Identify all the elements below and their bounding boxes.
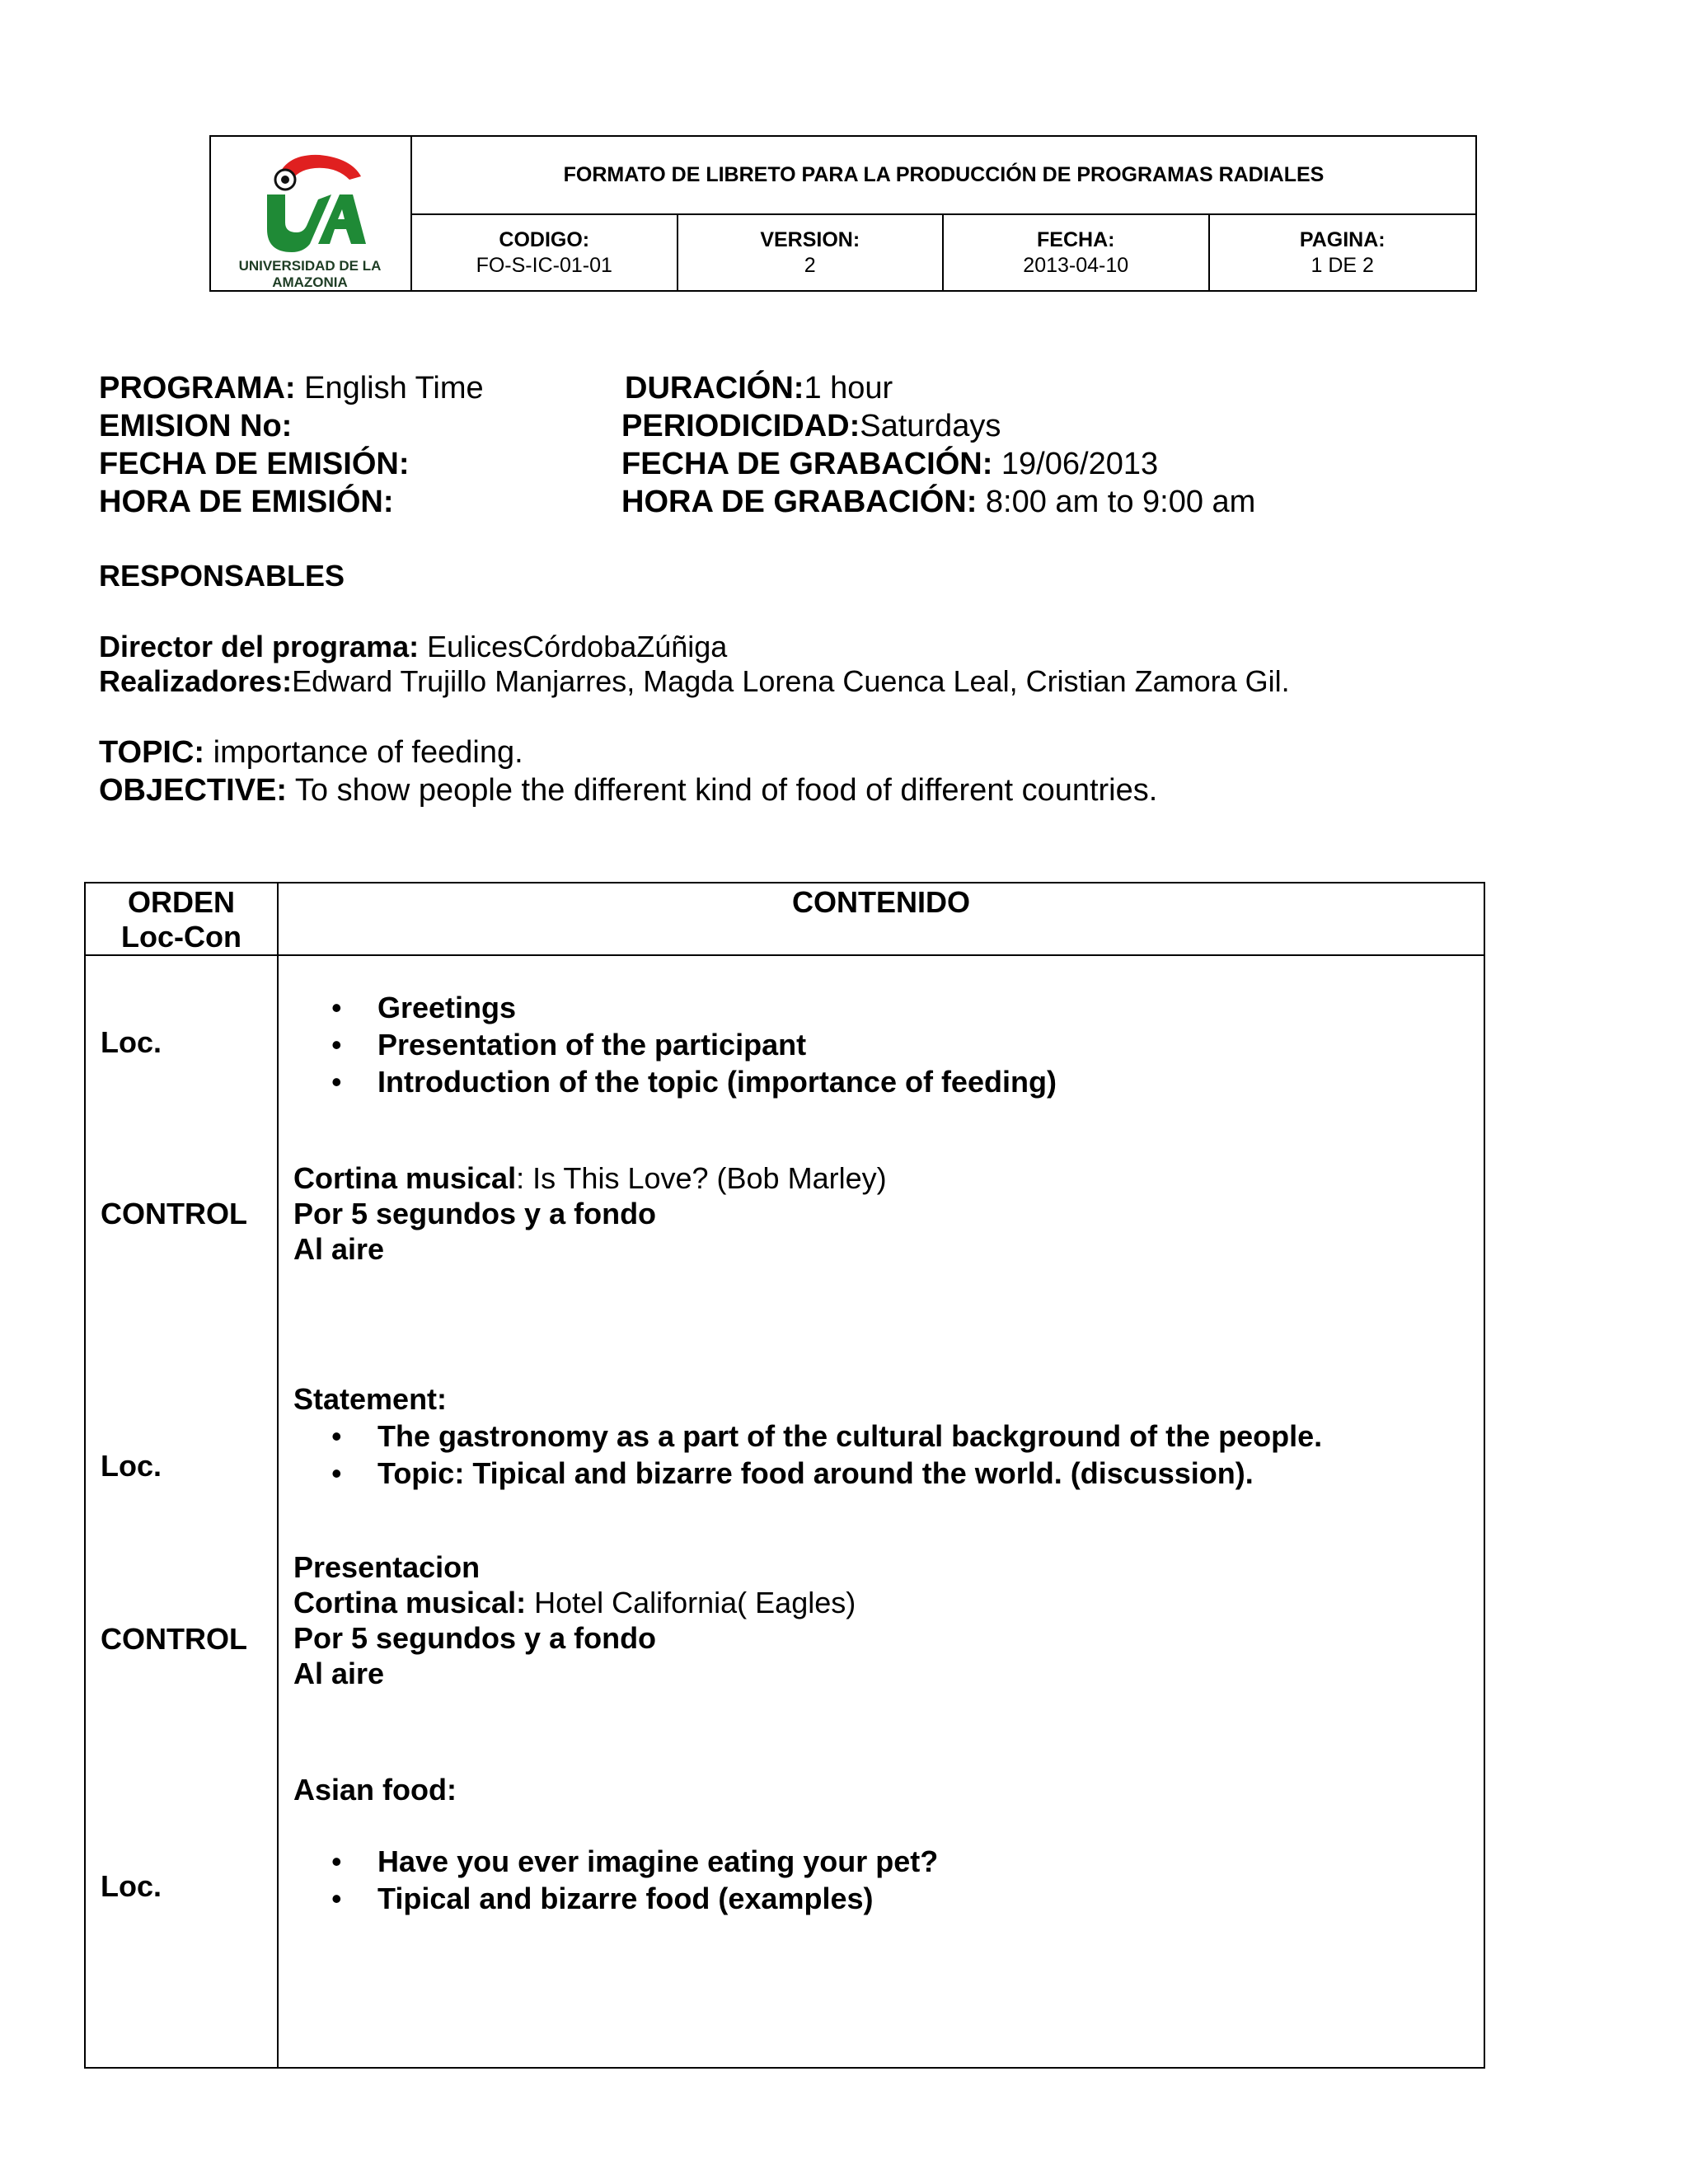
hora-emision-line: [99, 483, 394, 521]
row5-heading: Asian food:: [293, 1773, 457, 1807]
version-label: VERSION:: [760, 227, 860, 251]
row5-order: Loc.: [101, 1869, 162, 1903]
pagina-label: PAGINA:: [1299, 227, 1386, 251]
row4-content: [293, 1549, 856, 1691]
row4-order: CONTROL: [101, 1622, 247, 1656]
hora-grabacion-value: 8:00 am to 9:00 am: [977, 485, 1256, 519]
hora-emision-label: HORA DE EMISIÓN:: [99, 485, 394, 519]
row2-line3: Al aire: [293, 1232, 385, 1266]
periodicidad-line: [621, 407, 1001, 445]
bullet-icon: •: [331, 1065, 342, 1099]
fecha-grabacion-line: [621, 445, 1158, 483]
director-label: Director del programa:: [99, 630, 420, 663]
row1-bullets: [279, 989, 1057, 1100]
bullet-icon: •: [331, 1456, 342, 1490]
programa-line: [99, 369, 484, 407]
fecha-grabacion-value: 19/06/2013: [992, 447, 1159, 481]
list-item: • Greetings: [331, 991, 517, 1024]
fecha-value: 2013-04-10: [1023, 253, 1129, 277]
orden-header-line2: Loc-Con: [121, 920, 241, 954]
realizadores-line: [99, 664, 1290, 699]
emision-line: [99, 407, 292, 445]
periodicidad-value: Saturdays: [860, 409, 1001, 443]
row2-content: [293, 1160, 887, 1267]
content-table: [84, 882, 1485, 2069]
version-cell: [678, 215, 945, 290]
fecha-cell: [944, 215, 1210, 290]
codigo-cell: [412, 215, 678, 290]
bullet-icon: •: [331, 1419, 342, 1453]
row4-line3: Por 5 segundos y a fondo: [293, 1621, 657, 1655]
bullet-icon: •: [331, 1882, 342, 1915]
topic-value: importance of feeding.: [204, 735, 523, 770]
header-box: [209, 135, 1477, 292]
fecha-label: FECHA:: [1037, 227, 1115, 251]
objective-label: OBJECTIVE:: [99, 773, 288, 808]
row3-bullets: [279, 1418, 1322, 1492]
director-value: EulicesCórdobaZúñiga: [419, 630, 728, 663]
logo-caption-line1: UNIVERSIDAD DE LA: [238, 258, 382, 274]
row2-order: CONTROL: [101, 1197, 247, 1230]
orden-header: [86, 885, 277, 954]
row5-bullets: [279, 1843, 938, 1917]
row4-line4: Al aire: [293, 1657, 385, 1690]
emision-label: EMISION No:: [99, 409, 293, 443]
fecha-emision-line: [99, 445, 410, 483]
row3-order: Loc.: [101, 1449, 162, 1483]
list-item: • Introduction of the topic (importance of feeding): [331, 1065, 1057, 1099]
row3-heading: Statement:: [293, 1382, 448, 1416]
row2-line2: Por 5 segundos y a fondo: [293, 1197, 657, 1230]
objective-value: To show people the different kind of food of different countries.: [287, 773, 1158, 808]
fecha-grabacion-label: FECHA DE GRABACIÓN:: [621, 447, 993, 481]
realizadores-label: Realizadores:: [99, 664, 293, 698]
pagina-value: 1 DE 2: [1311, 253, 1374, 277]
fecha-emision-label: FECHA DE EMISIÓN:: [99, 447, 410, 481]
contenido-header: CONTENIDO: [792, 885, 970, 919]
topic-line: [99, 733, 523, 771]
list-item: • Have you ever imagine eating your pet?: [331, 1844, 939, 1878]
bullet-icon: •: [331, 1028, 342, 1062]
duracion-value: 1 hour: [804, 371, 893, 405]
row4-cortina-label: Cortina musical:: [293, 1586, 527, 1619]
topic-label: TOPIC:: [99, 735, 205, 770]
codigo-value: FO-S-IC-01-01: [476, 253, 612, 277]
realizadores-value: Edward Trujillo Manjarres, Magda Lorena Cuenca Leal, Cristian Zamora Gil.: [292, 664, 1290, 698]
periodicidad-label: PERIODICIDAD:: [621, 409, 860, 443]
orden-header-line1: ORDEN: [127, 885, 235, 919]
codigo-label: CODIGO:: [499, 227, 590, 251]
duracion-line: [625, 369, 893, 407]
university-logo-icon: [260, 147, 368, 254]
row2-cortina-value: : Is This Love? (Bob Marley): [516, 1161, 887, 1195]
bullet-icon: •: [331, 991, 342, 1024]
bullet-icon: •: [331, 1844, 342, 1878]
list-item: • Tipical and bizarre food (examples): [331, 1882, 874, 1915]
form-title: FORMATO DE LIBRETO PARA LA PRODUCCIÓN DE PROGRAMAS RADIALES: [412, 137, 1475, 215]
programa-label: PROGRAMA:: [99, 371, 296, 405]
hora-grabacion-label: HORA DE GRABACIÓN:: [621, 485, 978, 519]
director-line: [99, 630, 727, 664]
row4-line1: Presentacion: [293, 1550, 481, 1584]
responsables-heading: RESPONSABLES: [99, 559, 345, 593]
hora-grabacion-line: [621, 483, 1255, 521]
list-item: • Presentation of the participant: [331, 1028, 807, 1062]
logo-caption-line2: AMAZONIA: [272, 274, 348, 290]
version-value: 2: [804, 253, 816, 277]
objective-line: [99, 771, 1157, 809]
pagina-cell: [1210, 215, 1476, 290]
duracion-label: DURACIÓN:: [625, 371, 804, 405]
list-item: • Topic: Tipical and bizarre food around the world. (discussion).: [331, 1456, 1254, 1490]
row1-order: Loc.: [101, 1025, 162, 1059]
programa-value: English Time: [295, 371, 484, 405]
list-item: • The gastronomy as a part of the cultural background of the people.: [331, 1419, 1323, 1453]
row4-cortina-value: Hotel California( Eagles): [526, 1586, 856, 1619]
header-divider: [86, 954, 1484, 956]
row2-cortina-label: Cortina musical: [293, 1161, 517, 1195]
logo-cell: [211, 137, 412, 290]
